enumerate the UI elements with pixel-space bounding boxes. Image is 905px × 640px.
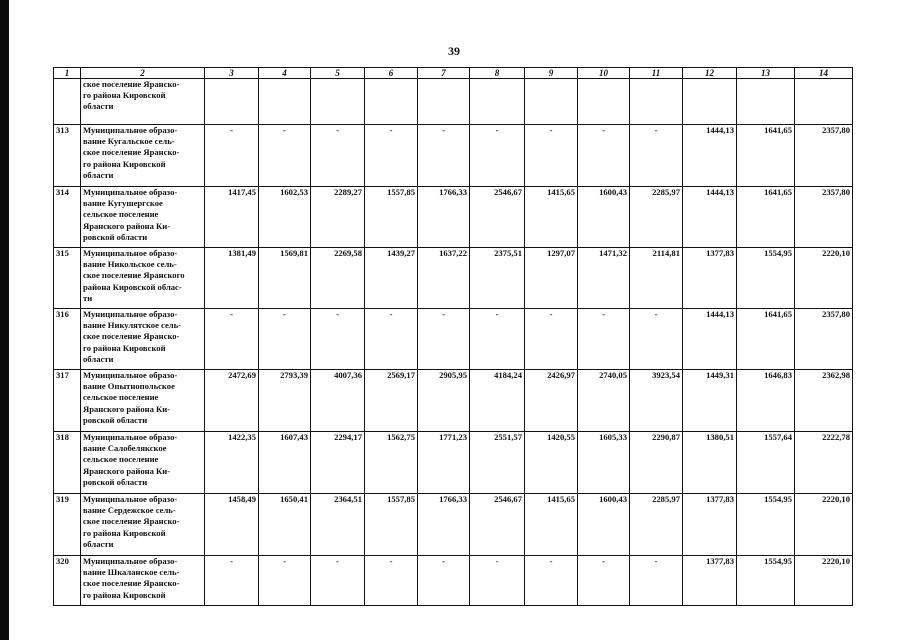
value-cell: - xyxy=(578,556,630,606)
value-cell: 2290,87 xyxy=(630,432,683,494)
value-cell: 1420,55 xyxy=(525,432,578,494)
value-cell: 4007,36 xyxy=(311,370,365,432)
value-cell: - xyxy=(418,556,470,606)
value-cell: 1297,07 xyxy=(525,248,578,309)
value-cell: 2220,10 xyxy=(795,494,853,556)
value-cell: 1449,31 xyxy=(683,370,737,432)
value-cell: 2364,51 xyxy=(311,494,365,556)
municipality-name-cell: Муниципальное образо- вание Никольское сель- ское поселение Яранского района Кировской облас- ти xyxy=(81,248,205,309)
value-cell: 2285,97 xyxy=(630,494,683,556)
table-row xyxy=(54,556,853,606)
column-number-row xyxy=(54,68,853,79)
table-row xyxy=(54,309,853,370)
value-cell: 2375,51 xyxy=(470,248,525,309)
municipality-name-cell: Муниципальное образо- вание Шкаланское сель- ское поселение Яранско- го района Кировской xyxy=(81,556,205,606)
value-cell: 1607,43 xyxy=(259,432,311,494)
municipality-name-cell: ское поселение Яранско- го района Кировской области xyxy=(81,79,205,125)
value-cell: - xyxy=(470,125,525,187)
value-cell: - xyxy=(311,125,365,187)
value-cell: - xyxy=(525,125,578,187)
value-cell: 2220,10 xyxy=(795,248,853,309)
value-cell: 1641,65 xyxy=(737,309,795,370)
value-cell xyxy=(470,79,525,125)
value-cell xyxy=(578,79,630,125)
row-number-cell: 314 xyxy=(54,187,81,248)
value-cell: 1417,45 xyxy=(205,187,259,248)
value-cell: 1641,65 xyxy=(737,187,795,248)
municipality-name-cell: Муниципальное образо- вание Салобелякское сельское поселение Яранского района Ки- ровской области xyxy=(81,432,205,494)
value-cell: 2905,95 xyxy=(418,370,470,432)
column-number-cell: 6 xyxy=(365,68,418,79)
table-row xyxy=(54,187,853,248)
value-cell: 1554,95 xyxy=(737,494,795,556)
value-cell: 1641,65 xyxy=(737,125,795,187)
value-cell xyxy=(683,79,737,125)
table-row xyxy=(54,370,853,432)
value-cell: 2357,80 xyxy=(795,309,853,370)
value-cell: - xyxy=(630,309,683,370)
value-cell: 1602,53 xyxy=(259,187,311,248)
value-cell: 2546,67 xyxy=(470,187,525,248)
value-cell xyxy=(311,79,365,125)
row-number-cell: 316 xyxy=(54,309,81,370)
value-cell: 1444,13 xyxy=(683,125,737,187)
value-cell: 2269,58 xyxy=(311,248,365,309)
row-number-cell: 315 xyxy=(54,248,81,309)
page-number: 39 xyxy=(448,44,460,58)
value-cell: 1646,83 xyxy=(737,370,795,432)
value-cell: - xyxy=(205,556,259,606)
value-cell: - xyxy=(470,309,525,370)
column-number-cell: 2 xyxy=(81,68,205,79)
value-cell: 1600,43 xyxy=(578,494,630,556)
column-number-cell: 3 xyxy=(205,68,259,79)
column-number-cell: 10 xyxy=(578,68,630,79)
value-cell: 1377,83 xyxy=(683,248,737,309)
value-cell: 2740,05 xyxy=(578,370,630,432)
value-cell: - xyxy=(259,309,311,370)
municipality-name-cell: Муниципальное образо- вание Никулятское сель- ское поселение Яранско- го района Кировской области xyxy=(81,309,205,370)
value-cell: 2220,10 xyxy=(795,556,853,606)
value-cell: - xyxy=(630,556,683,606)
row-number-cell: 313 xyxy=(54,125,81,187)
column-number-cell: 4 xyxy=(259,68,311,79)
value-cell xyxy=(418,79,470,125)
table-row xyxy=(54,125,853,187)
value-cell: - xyxy=(418,309,470,370)
value-cell: - xyxy=(578,309,630,370)
value-cell: 2546,67 xyxy=(470,494,525,556)
value-cell: 1605,33 xyxy=(578,432,630,494)
municipality-name-cell: Муниципальное образо- вание Опытнопольское сельское поселение Яранского района Ки- ровской области xyxy=(81,370,205,432)
row-number-cell: 318 xyxy=(54,432,81,494)
row-number-cell: 319 xyxy=(54,494,81,556)
table-row xyxy=(54,432,853,494)
column-number-cell: 11 xyxy=(630,68,683,79)
table-row xyxy=(54,79,853,125)
value-cell: - xyxy=(630,125,683,187)
column-number-cell: 8 xyxy=(470,68,525,79)
table-body xyxy=(54,68,853,606)
value-cell: 2569,17 xyxy=(365,370,418,432)
value-cell xyxy=(205,79,259,125)
value-cell xyxy=(365,79,418,125)
municipality-name-cell: Муниципальное образо- вание Сердежское сель- ское поселение Яранско- го района Кировской области xyxy=(81,494,205,556)
value-cell: 1422,35 xyxy=(205,432,259,494)
table-row xyxy=(54,494,853,556)
value-cell: - xyxy=(205,125,259,187)
value-cell xyxy=(259,79,311,125)
value-cell: 2289,27 xyxy=(311,187,365,248)
row-number-cell: 317 xyxy=(54,370,81,432)
row-number-cell xyxy=(54,79,81,125)
value-cell: 1554,95 xyxy=(737,248,795,309)
tariff-table xyxy=(53,67,853,606)
value-cell: 1766,33 xyxy=(418,494,470,556)
value-cell: 1650,41 xyxy=(259,494,311,556)
scan-edge-bar xyxy=(0,0,9,640)
value-cell: 1766,33 xyxy=(418,187,470,248)
value-cell: - xyxy=(311,556,365,606)
value-cell: 2294,17 xyxy=(311,432,365,494)
value-cell: 2222,78 xyxy=(795,432,853,494)
value-cell: 2285,97 xyxy=(630,187,683,248)
value-cell xyxy=(795,79,853,125)
value-cell: 2114,81 xyxy=(630,248,683,309)
value-cell: - xyxy=(418,125,470,187)
column-number-cell: 13 xyxy=(737,68,795,79)
value-cell: 2357,80 xyxy=(795,125,853,187)
value-cell: - xyxy=(578,125,630,187)
value-cell: 1569,81 xyxy=(259,248,311,309)
value-cell: 2793,39 xyxy=(259,370,311,432)
value-cell: 2551,57 xyxy=(470,432,525,494)
value-cell: 4184,24 xyxy=(470,370,525,432)
value-cell: 1458,49 xyxy=(205,494,259,556)
column-number-cell: 1 xyxy=(54,68,81,79)
column-number-cell: 7 xyxy=(418,68,470,79)
value-cell: 3923,54 xyxy=(630,370,683,432)
value-cell: - xyxy=(365,309,418,370)
value-cell: 1600,43 xyxy=(578,187,630,248)
column-number-cell: 14 xyxy=(795,68,853,79)
value-cell: 1557,85 xyxy=(365,494,418,556)
municipality-name-cell: Муниципальное образо- вание Кугушергское сельское поселение Яранского района Ки- ровской области xyxy=(81,187,205,248)
value-cell: 1444,13 xyxy=(683,309,737,370)
value-cell: 1415,65 xyxy=(525,494,578,556)
column-number-cell: 9 xyxy=(525,68,578,79)
value-cell: 1562,75 xyxy=(365,432,418,494)
value-cell: 1554,95 xyxy=(737,556,795,606)
value-cell: 1377,83 xyxy=(683,556,737,606)
value-cell: 2472,69 xyxy=(205,370,259,432)
value-cell: 1415,65 xyxy=(525,187,578,248)
value-cell: 1444,13 xyxy=(683,187,737,248)
value-cell xyxy=(630,79,683,125)
column-number-cell: 5 xyxy=(311,68,365,79)
value-cell: - xyxy=(470,556,525,606)
value-cell: 1771,23 xyxy=(418,432,470,494)
value-cell: - xyxy=(365,556,418,606)
value-cell: 2362,98 xyxy=(795,370,853,432)
value-cell: 1377,83 xyxy=(683,494,737,556)
value-cell: 2357,80 xyxy=(795,187,853,248)
value-cell: 1471,32 xyxy=(578,248,630,309)
value-cell xyxy=(737,79,795,125)
value-cell: - xyxy=(259,125,311,187)
value-cell: - xyxy=(311,309,365,370)
column-number-cell: 12 xyxy=(683,68,737,79)
value-cell: - xyxy=(525,556,578,606)
value-cell: - xyxy=(259,556,311,606)
value-cell: 2426,97 xyxy=(525,370,578,432)
table-row xyxy=(54,248,853,309)
value-cell xyxy=(525,79,578,125)
value-cell: 1439,27 xyxy=(365,248,418,309)
row-number-cell: 320 xyxy=(54,556,81,606)
value-cell: 1381,49 xyxy=(205,248,259,309)
value-cell: 1557,64 xyxy=(737,432,795,494)
value-cell: - xyxy=(205,309,259,370)
municipality-name-cell: Муниципальное образо- вание Кугальское сель- ское поселение Яранско- го района Кировской области xyxy=(81,125,205,187)
value-cell: 1557,85 xyxy=(365,187,418,248)
value-cell: 1380,51 xyxy=(683,432,737,494)
value-cell: - xyxy=(365,125,418,187)
value-cell: 1637,22 xyxy=(418,248,470,309)
value-cell: - xyxy=(525,309,578,370)
